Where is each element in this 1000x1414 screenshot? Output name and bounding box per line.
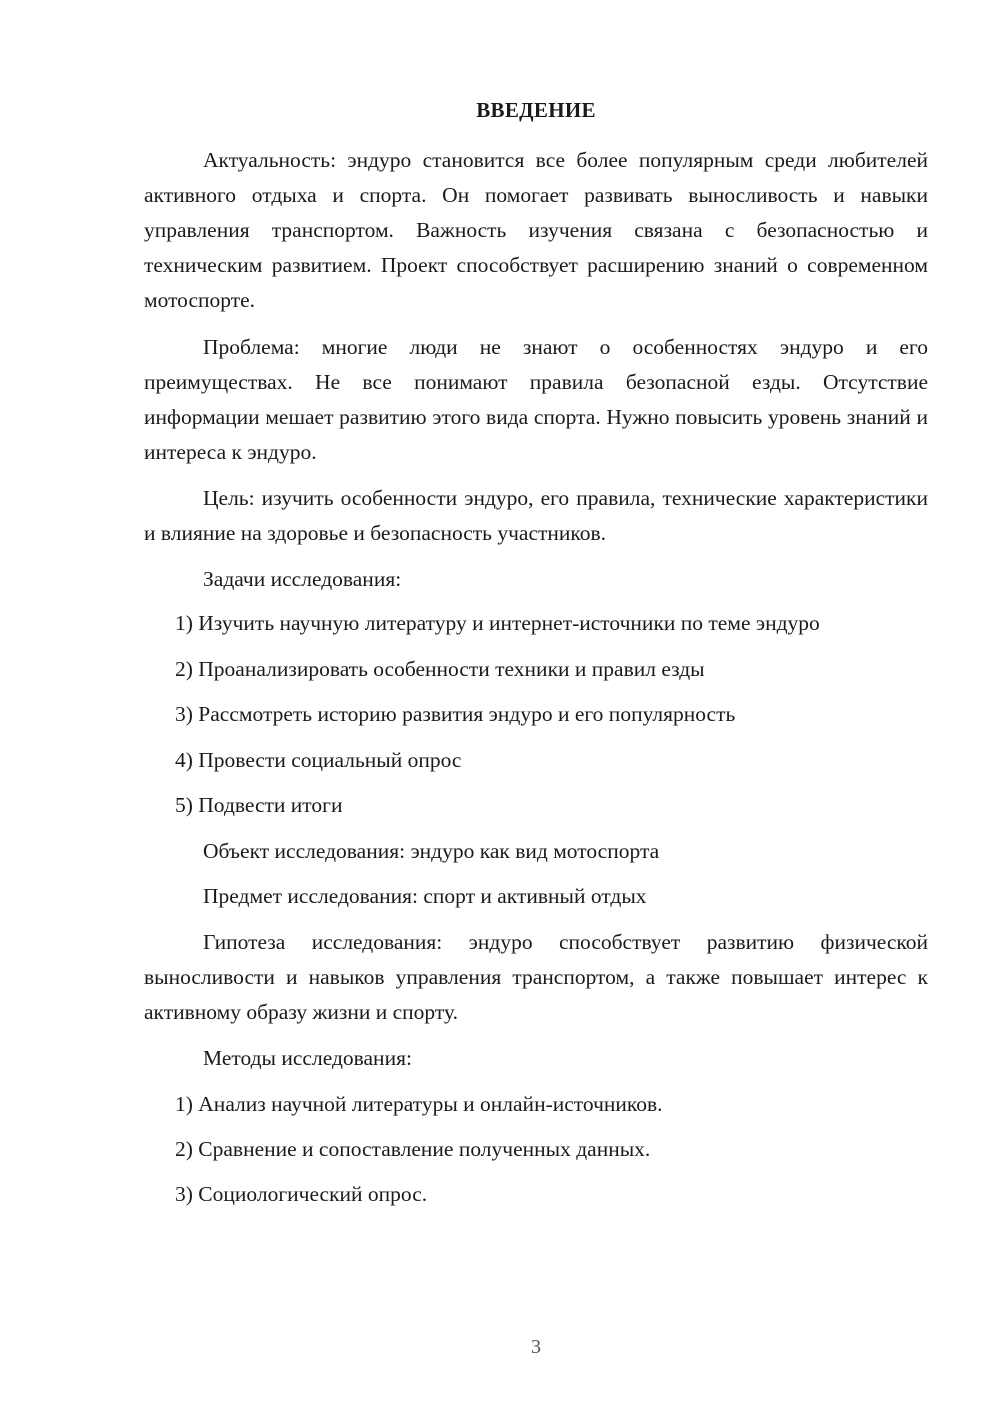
- research-subject: Предмет исследования: спорт и активный отдых: [203, 884, 647, 908]
- method-item: 3) Социологический опрос.: [175, 1182, 428, 1206]
- hypothesis-paragraph: Гипотеза исследования: эндуро способствует развитию физической выносливости и навыков управления транспортом, а также повышает интерес к активному образу жизни и спорту.: [144, 930, 928, 1024]
- task-item: 3) Рассмотреть историю развития эндуро и его популярность: [175, 702, 736, 726]
- task-item: 2) Проанализировать особенности техники и правил езды: [175, 657, 705, 681]
- tasks-heading: Задачи исследования:: [203, 567, 402, 591]
- method-item: 1) Анализ научной литературы и онлайн-источников.: [175, 1092, 663, 1116]
- methods-heading: Методы исследования:: [203, 1046, 412, 1070]
- problem-paragraph: Проблема: многие люди не знают о особенностях эндуро и его преимуществах. Не все понимают правила безопасной езды. Отсутствие информации мешает развитию этого вида спорта. Нужно повысить уровень знаний и интереса к эндуро.: [144, 335, 928, 464]
- task-item: 5) Подвести итоги: [175, 793, 343, 817]
- method-item: 2) Сравнение и сопоставление полученных данных.: [175, 1137, 651, 1161]
- research-object: Объект исследования: эндуро как вид мотоспорта: [203, 839, 660, 863]
- relevance-paragraph: Актуальность: эндуро становится все более популярным среди любителей активного отдыха и спорта. Он помогает развивать выносливость и навыки управления транспортом. Важность изучения связана с безопасностью и техническим развитием. Проект способствует расширению знаний о современном мотоспорте.: [144, 148, 928, 312]
- page-number: 3: [531, 1336, 541, 1358]
- section-heading: ВВЕДЕНИЕ: [476, 98, 596, 122]
- document-page: [144, 0, 928, 1414]
- task-item: 4) Провести социальный опрос: [175, 748, 462, 772]
- goal-paragraph: Цель: изучить особенности эндуро, его правила, технические характеристики и влияние на здоровье и безопасность участников.: [144, 486, 928, 545]
- task-item: 1) Изучить научную литературу и интернет-источники по теме эндуро: [175, 611, 820, 635]
